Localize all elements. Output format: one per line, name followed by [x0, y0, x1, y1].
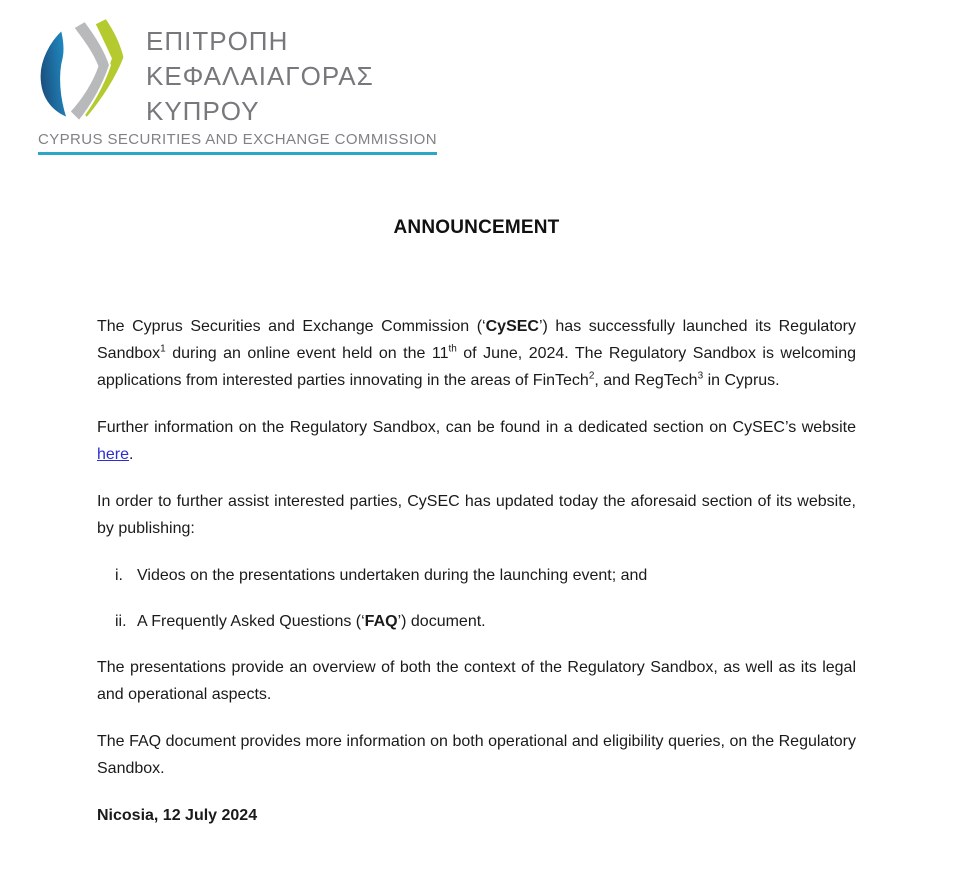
logo-greek-line: ΚΕΦΑΛΑΙΑΓΟΡΑΣ	[146, 61, 374, 91]
paragraph	[97, 728, 856, 782]
list-item-text	[137, 613, 486, 630]
logo-caption: CYPRUS SECURITIES AND EXCHANGE COMMISSION	[38, 131, 437, 155]
logo-row	[38, 18, 437, 129]
logo-blue-shape	[40, 30, 68, 119]
text-run: Further information on the Regulatory Sandbox, can be found in a dedicated section on CySEC’s website	[97, 419, 856, 436]
text-run: A Frequently Asked Questions (‘	[137, 613, 365, 630]
signature-line	[97, 802, 856, 829]
bold-text: Nicosia, 12 July 2024	[97, 807, 258, 824]
text-run: Videos on the presentations undertaken during the launching event; and	[137, 567, 648, 584]
text-run: ’) document.	[397, 613, 486, 630]
list-item	[97, 608, 856, 635]
text-run: during an online event held on the 11	[165, 345, 449, 362]
text-run: in Cyprus.	[703, 372, 780, 389]
document-body	[97, 313, 856, 829]
here-link[interactable]: here	[97, 446, 130, 463]
logo-greek-line: ΕΠΙΤΡΟΠΗ	[146, 26, 289, 56]
cysec-logo-mark	[38, 18, 128, 124]
paragraph	[97, 654, 856, 708]
footnote-superscript: 1	[160, 343, 166, 355]
text-run: ’) has successfully launched its Regulatory Sandbox	[97, 318, 856, 362]
text-run: The FAQ document provides more information on both operational and eligibility queries, on the Regulatory Sandbox.	[97, 733, 856, 777]
cysec-logo-lockup	[38, 18, 437, 155]
footnote-superscript: 2	[588, 370, 595, 382]
document-content	[0, 217, 971, 829]
text-run: The Cyprus Securities and Exchange Commission (‘	[97, 318, 486, 335]
paragraph	[97, 488, 856, 542]
footnote-superscript: th	[448, 343, 457, 355]
list-marker: i.	[115, 567, 123, 584]
list-item-text	[137, 567, 647, 584]
footnote-superscript: 3	[697, 370, 704, 382]
text-run: In order to further assist interested parties, CySEC has updated today the aforesaid section of its website, by publishing:	[97, 493, 856, 537]
logo-greek-text	[146, 24, 374, 129]
paragraph	[97, 414, 856, 468]
paragraph	[97, 313, 856, 394]
text-run: of June, 2024. The Regulatory Sandbox is welcoming applications from interested parties innovating in the areas of FinTech	[97, 345, 857, 389]
logo-greek-line: ΚΥΠΡΟΥ	[146, 96, 260, 126]
bold-text: CySEC	[485, 318, 539, 335]
text-run: The presentations provide an overview of both the context of the Regulatory Sandbox, as well as its legal and operational aspects.	[97, 659, 856, 703]
text-run: , and RegTech	[594, 372, 698, 389]
list-marker: ii.	[115, 613, 127, 630]
page-title: ANNOUNCEMENT	[393, 217, 560, 238]
bold-text: FAQ	[364, 613, 398, 630]
text-run: .	[129, 446, 134, 463]
list-item	[97, 562, 856, 589]
